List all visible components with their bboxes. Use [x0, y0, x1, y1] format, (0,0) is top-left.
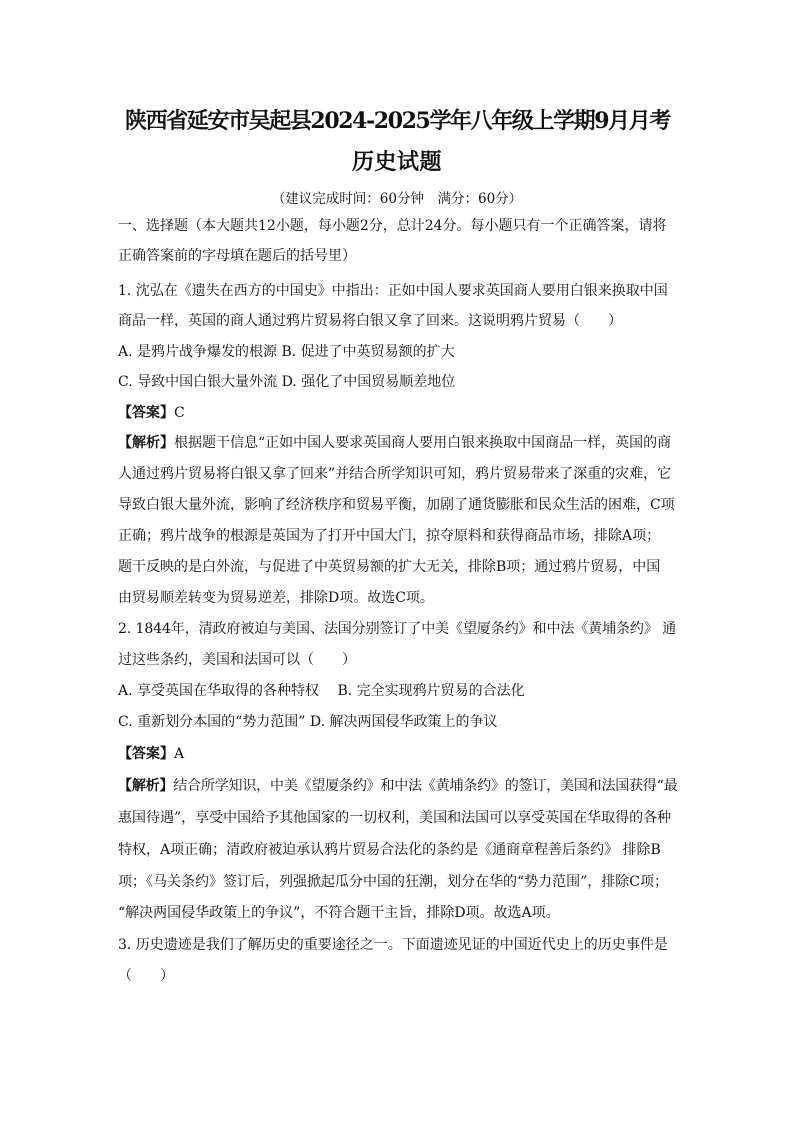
- q2-analysis-tag: 【解析】: [118, 778, 174, 794]
- q1-options-line1: A. 是鸦片战争爆发的根源 B. 促进了中英贸易额的扩大: [118, 344, 455, 360]
- q2-analysis-line1: [118, 776, 678, 796]
- q1-answer-value: C: [174, 405, 185, 421]
- q1-answer-tag: 【答案】: [118, 405, 174, 421]
- q3-stem-line2: （ ）: [118, 968, 174, 984]
- q2-analysis-line2: 惠国待遇”，享受中国给予其他国家的一切权利，美国和法国可以享受英国在华取得的各种: [118, 810, 672, 826]
- q1-analysis-text: 根据题干信息“正如中国人要求英国商人要用白银来换取中国商品一样，英国的商: [174, 435, 672, 451]
- document-subject-title: 历史试题: [352, 149, 443, 175]
- q3-stem-line1: 3. 历史遗迹是我们了解历史的重要途径之一。下面遗迹见证的中国近代史上的历史事件是: [118, 937, 668, 953]
- q1-analysis-line6: 由贸易顺差转变为贸易逆差，排除D项。故选C项。: [118, 590, 434, 606]
- section-instructions-line2: 正确答案前的字母填在题后的括号里）: [118, 248, 356, 264]
- q2-answer-tag: 【答案】: [118, 746, 174, 762]
- q1-options-line2: C. 导致中国白银大量外流 D. 强化了中国贸易顺差地位: [118, 374, 456, 390]
- q2-analysis-line5: “解决两国侵华政策上的争议”，不符合题干主旨，排除D项。故选A项。: [118, 905, 560, 921]
- q1-analysis-tag: 【解析】: [118, 435, 174, 451]
- q2-analysis-line3: 特权，A项正确；清政府被迫承认鸦片贸易合法化的条约是《通商章程善后条约》 排除B: [118, 842, 661, 858]
- q1-stem-line2: 商品一样，英国的商人通过鸦片贸易将白银又拿了回来。这说明鸦片贸易（ ）: [118, 313, 622, 329]
- q1-answer: [118, 403, 185, 423]
- q2-analysis-line4: 项；《马关条约》签订后，列强掀起瓜分中国的狂潮，划分在华的“势力范围”，排除C项；: [118, 874, 669, 890]
- document-title: 陕西省延安市吴起县2024-2025学年八年级上学期9月月考: [125, 108, 670, 134]
- q1-analysis-line1: [118, 433, 671, 453]
- q2-answer: [118, 744, 184, 764]
- q1-stem-line1: 1. 沈弘在《遗失在西方的中国史》中指出：正如中国人要求英国商人要用白银来换取中国: [118, 283, 668, 299]
- q2-stem-line1: 2. 1844年，清政府被迫与美国、法国分别签订了中美《望厦条约》和中法《黄埔条约》 通: [118, 621, 677, 637]
- q2-answer-value: A: [174, 746, 185, 762]
- q2-options-line1: A. 享受英国在华取得的各种特权 B. 完全实现鸦片贸易的合法化: [118, 683, 525, 699]
- section-instructions-line1: 一、选择题（本大题共12小题，每小题2分，总计24分。每小题只有一个正确答案，请将: [118, 218, 667, 234]
- q1-analysis-line2: 人通过鸦片贸易将白银又拿了回来”并结合所学知识可知，鸦片贸易带来了深重的灾难，它: [118, 466, 672, 482]
- q2-analysis-text: 结合所学知识，中美《望厦条约》和中法《黄埔条约》的签订，美国和法国获得“最: [173, 778, 678, 794]
- q1-analysis-line3: 导致白银大量外流，影响了经济秩序和贸易平衡，加剧了通货膨胀和民众生活的困难，C项: [118, 497, 675, 513]
- q1-analysis-line4: 正确；鸦片战争的根源是英国为了打开中国大门，掠夺原料和获得商品市场，排除A项；: [118, 528, 661, 544]
- q1-analysis-line5: 题干反映的是白外流，与促进了中英贸易额的扩大无关，排除B项；通过鸦片贸易，中国: [118, 559, 661, 575]
- q2-options-line2: C. 重新划分本国的“势力范围” D. 解决两国侵华政策上的争议: [118, 714, 498, 730]
- exam-info: （建议完成时间：60分钟 满分：60分）: [271, 191, 523, 207]
- q2-stem-line2: 过这些条约，美国和法国可以（ ）: [118, 652, 356, 668]
